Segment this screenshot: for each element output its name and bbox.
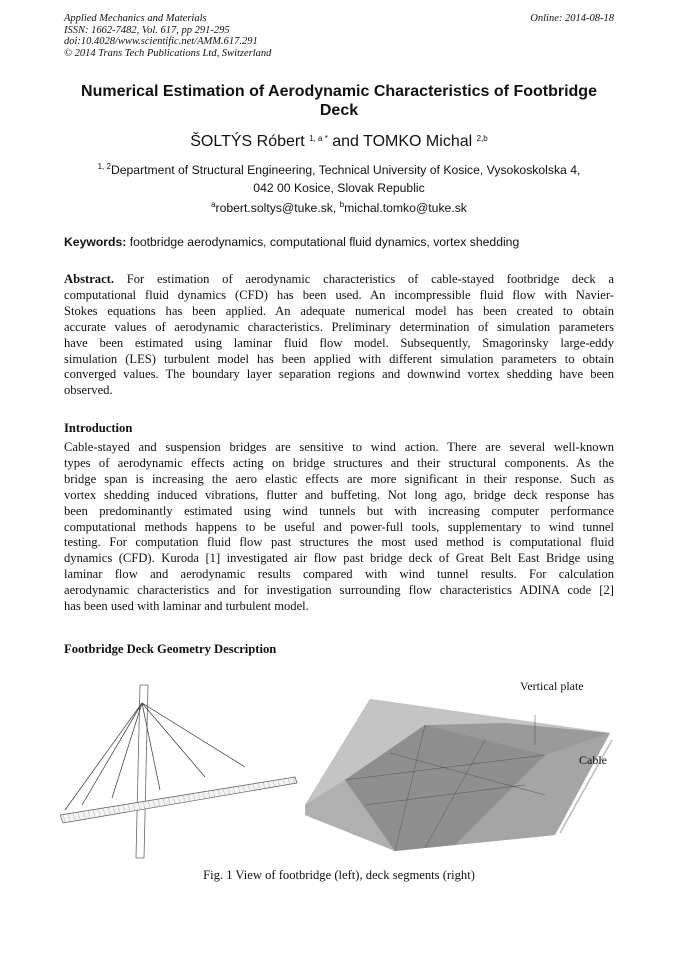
introduction-heading: Introduction [64, 421, 133, 435]
emails [64, 201, 614, 215]
authors [64, 133, 614, 151]
keywords-text: footbridge aerodynamics, computational fluid dynamics, vortex shedding [126, 235, 520, 249]
text-line [64, 456, 614, 472]
line-text: been predominantly estimated using wind tunnels but with increasing computer performance [64, 503, 614, 518]
abstract [64, 272, 614, 399]
introduction-body [64, 440, 614, 615]
author-2-sup: 2,b [476, 134, 488, 143]
author-1-sup: 1, a * [309, 134, 328, 143]
line-text: laminar flow and aerodynamic results compared with wind tunnel results. For calculation [64, 567, 614, 582]
journal-header [64, 13, 271, 59]
text-line [64, 352, 614, 368]
author-2: and TOMKO Michal [327, 133, 473, 150]
line-text: For estimation of aerodynamic characteristics of cable-stayed footbridge deck a [114, 272, 614, 286]
cable-label: Cable [579, 753, 607, 767]
line-text: converged values. The boundary layer separation regions and downwind vortex shedding have been [64, 367, 614, 382]
text-line [64, 535, 614, 551]
text-line [64, 472, 614, 488]
line-text: accurate values of aerodynamic characteristics. Preliminary determination of simulation parameters [64, 319, 614, 334]
author-1: ŠOLTÝS Róbert [190, 133, 305, 150]
text-line [64, 320, 614, 336]
text-line [64, 551, 614, 567]
deck-segments-figure [305, 685, 620, 855]
line-text: simulation (LES) turbulent model has been applied with different simulation parameters to obtain [64, 351, 614, 366]
paper-title: Numerical Estimation of Aerodynamic Characteristics of Footbridge Deck [81, 83, 597, 119]
copyright: © 2014 Trans Tech Publications Ltd, Switzerland [64, 47, 272, 59]
journal-name: Applied Mechanics and Materials [64, 13, 207, 24]
email-1[interactable]: robert.soltys@tuke.sk, [215, 201, 340, 215]
text-line [64, 288, 614, 304]
text-line [64, 567, 614, 583]
email-sup-b: b [339, 200, 345, 209]
text-line [64, 383, 614, 399]
vertical-plate-label: Vertical plate [520, 679, 584, 693]
text-line [64, 583, 614, 599]
text-line [64, 488, 614, 504]
line-text: dynamics (CFD). Kuroda [1] investigated air flow past bridge deck of Great Belt East Bridge using [64, 551, 614, 566]
text-line [64, 336, 614, 352]
text-line [64, 272, 614, 288]
text-line [64, 440, 614, 456]
text-line [64, 520, 614, 536]
line-text: observed. [64, 383, 113, 398]
figure-caption: Fig. 1 View of footbridge (left), deck segments (right) [203, 868, 475, 882]
issn: ISSN: 1662-7482, Vol. 617, pp 291-295 [64, 24, 230, 36]
line-text: vortex shedding induced vibrations, flutter and buffeting. Not long ago, bridge deck response has [64, 487, 614, 502]
affiliation-line1 [64, 163, 614, 177]
footbridge-view-figure [60, 680, 310, 860]
line-text: have been estimated using laminar fluid flow model. Subsequently, Smagorinsky large-eddy [64, 335, 614, 350]
email-sup-a: a [211, 200, 216, 209]
line-text: types of aerodynamic effects acting on bridge structures and their structural components. As the [64, 455, 614, 470]
abstract-label: Abstract. [64, 272, 115, 286]
line-text: testing. For computation fluid flow past structures the most used method is computational fluid [64, 535, 614, 550]
text-line [64, 504, 614, 520]
affiliation-line2: 042 00 Kosice, Slovak Republic [253, 181, 425, 195]
line-text: bridge span is increasing the aero elastic effects are more significant in their response. Such as [64, 471, 614, 486]
text-line [64, 599, 614, 615]
doi: doi:10.4028/www.scientific.net/AMM.617.291 [64, 36, 258, 47]
keywords [64, 235, 519, 249]
line-text: Cable-stayed and suspension bridges are sensitive to wind action. There are several well-known [64, 440, 614, 454]
line-text: has been used with laminar and turbulent model. [64, 599, 309, 614]
text-line [64, 367, 614, 383]
line-text: Stokes equations has been applied. An adequate numerical model has been created to obtain [64, 303, 614, 318]
line-text: computational fluid dynamics (CFD) has been used. An incompressible fluid flow with Navier- [64, 287, 614, 302]
line-text: aerodynamic characteristics and for investigation surrounding flow characteristics ADINA code [2] [64, 583, 614, 598]
keywords-label: Keywords: [64, 235, 127, 249]
section-heading: Footbridge Deck Geometry Description [64, 642, 277, 656]
online-date: Online: 2014-08-18 [530, 13, 614, 24]
email-2[interactable]: michal.tomko@tuke.sk [344, 201, 467, 215]
affiliation-text: Department of Structural Engineering, Technical University of Kosice, Vysokoskolska 4, [110, 163, 581, 177]
affiliation-sup: 1, 2 [97, 162, 111, 171]
line-text: computational methods happens to be useful and power-full tools, supplementary to wind tunnel [64, 519, 614, 534]
text-line [64, 304, 614, 320]
